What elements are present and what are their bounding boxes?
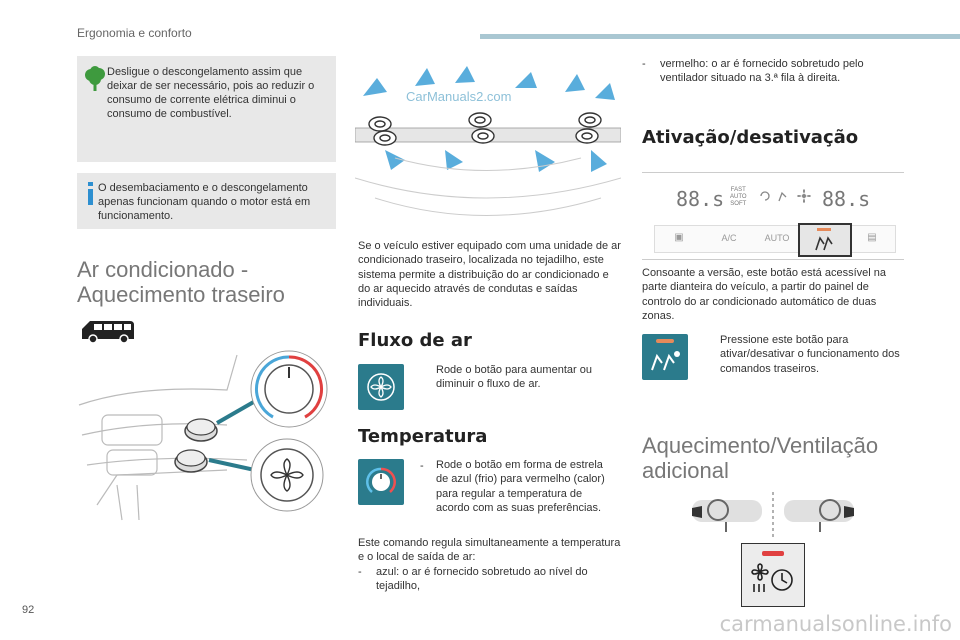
activation-title: Ativação/desativação — [642, 127, 859, 148]
heater-led — [762, 551, 784, 556]
title-line-1: Ar condicionado - — [77, 257, 249, 282]
info-icon — [86, 182, 96, 206]
heater-fan-timer-icon — [750, 562, 796, 596]
auto-label-soft: SOFT — [730, 201, 747, 207]
auto-label-fast: FAST — [730, 187, 746, 193]
ac-button[interactable]: A/C — [721, 233, 737, 243]
temp-knob-small — [185, 419, 217, 441]
auto-mode-labels — [730, 187, 747, 208]
airflow-title: Fluxo de ar — [358, 330, 472, 351]
watermark-top: CarManuals2.com — [406, 89, 512, 104]
blue-dash: - — [358, 566, 362, 578]
press-text: Pressione este botão para ativar/desativar o funcionamento dos comandos traseiros. — [720, 334, 900, 375]
van-icon — [80, 318, 136, 344]
section-title-rear-ac — [77, 257, 347, 307]
info-box — [77, 173, 336, 229]
rear-control-button-icon — [642, 334, 688, 380]
tip-text: Desligue o descongelamento assim que deixar de ser necessário, pois ao reduzir o consumo de corrente elétrica diminui o consumo de combustível. — [107, 66, 315, 120]
red-dash: - — [642, 58, 646, 70]
temperature-title: Temperatura — [358, 426, 488, 447]
display-left: 88.s — [676, 187, 725, 211]
temp-knob-large — [251, 351, 327, 427]
fan-button-icon — [358, 364, 404, 410]
rear-controls-illustration — [77, 345, 339, 523]
fan-knob-small — [175, 450, 207, 472]
additional-heater-button — [741, 543, 805, 607]
info-text: O desembaciamento e o descongelamento apenas funcionam quando o motor está em funcionamento. — [98, 182, 311, 222]
tree-icon — [84, 66, 106, 92]
rear-control-button[interactable] — [798, 223, 852, 257]
activation-text: Consoante a versão, este botão está acessível na parte dianteira do veículo, a partir do painel de controlo do ar condicionado automático de duas zonas. — [642, 267, 886, 322]
rear-seat-fan-icon — [650, 348, 682, 374]
auto-label-auto: AUTO — [730, 194, 747, 200]
watermark-bottom: carmanualsonline.info — [719, 612, 952, 636]
steering-wheel-illustration — [690, 492, 860, 538]
temp-text: Rode o botão em forma de estrela de azul (frio) para vermelho (calor) para regular a temperatura de acordo com as suas preferências. — [436, 459, 605, 514]
airflow-distribution-icon — [776, 188, 792, 204]
rear-control-led — [817, 228, 831, 231]
page-number: 92 — [22, 604, 35, 616]
rear-ac-intro: Se o veículo estiver equipado com uma unidade de ar condicionado traseiro, localizada no tejadilho, este sistema permite a distribuição do ar condicionado e do ar aquecido através de condutas e saídas individuais. — [358, 240, 621, 310]
temperature-button-icon — [358, 459, 404, 505]
temp-dash: - — [420, 460, 424, 472]
fan-speed-icon — [796, 188, 812, 204]
blue-text: azul: o ar é fornecido sobretudo ao nível do tejadilho, — [376, 566, 588, 593]
flow-text: Rode o botão para aumentar ou diminuir o fluxo de ar. — [436, 364, 592, 391]
recirculation-icon — [758, 189, 772, 203]
roof-airflow-illustration — [355, 58, 621, 238]
section-header: Ergonomia e conforto — [77, 26, 192, 40]
tip-box — [77, 56, 336, 162]
climate-control-panel — [642, 172, 904, 260]
temp-paragraph: Este comando regula simultaneamente a temperatura e o local de saída de ar: — [358, 537, 621, 564]
display-right: 88.s — [822, 187, 871, 211]
red-text: vermelho: o ar é fornecido sobretudo pelo ventilador situado na 3.ª fila à direita. — [660, 58, 864, 85]
extra-title-line-2: adicional — [642, 458, 729, 483]
rear-control-led-icon — [656, 339, 674, 343]
front-defrost-button[interactable]: ▣ — [674, 232, 684, 243]
auto-button[interactable]: AUTO — [764, 233, 790, 243]
title-line-2: Aquecimento traseiro — [77, 282, 285, 307]
extra-title-line-1: Aquecimento/Ventilação — [642, 433, 879, 458]
fan-knob-large — [251, 439, 323, 511]
rear-seat-icon — [814, 234, 836, 252]
rear-defrost-button[interactable]: ▤ — [867, 232, 877, 243]
section-title-extra-heating — [642, 433, 912, 483]
header-bar — [480, 34, 960, 39]
